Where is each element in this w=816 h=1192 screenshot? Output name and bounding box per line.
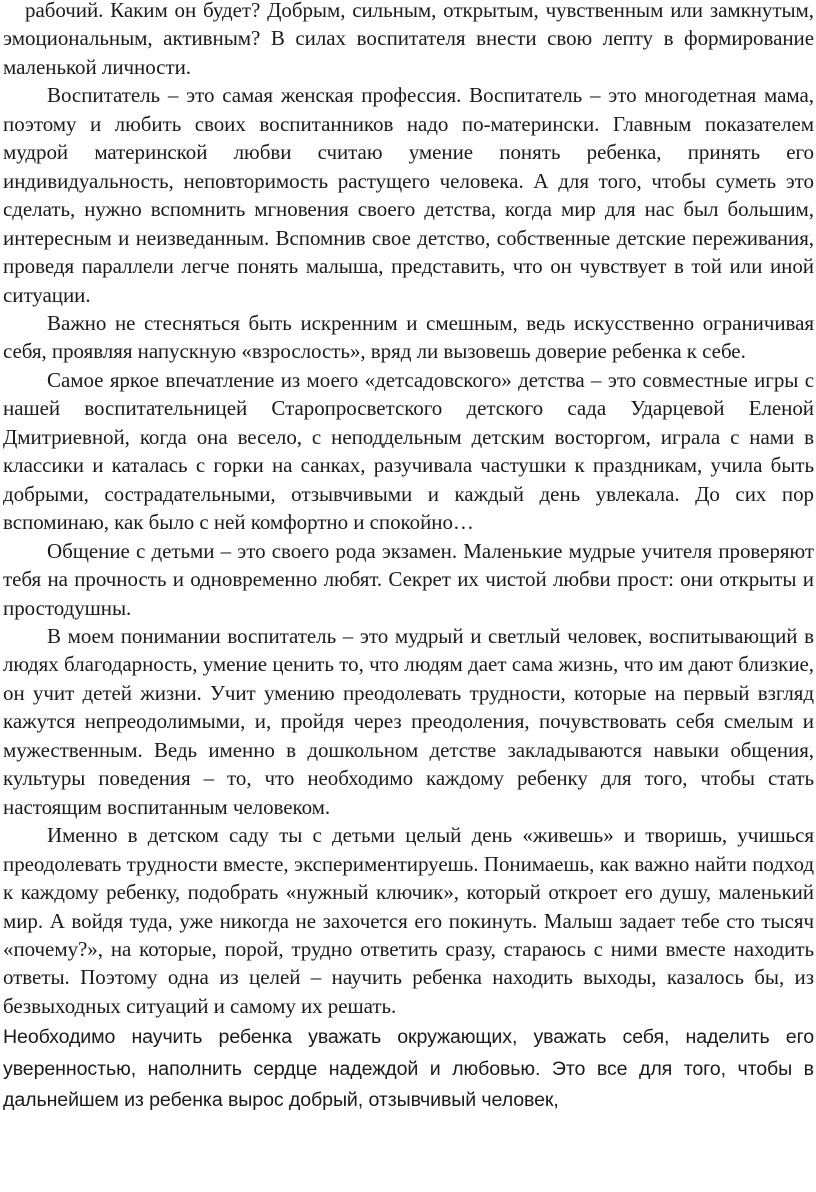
paragraph-5: Общение с детьми – это своего рода экзамен. Маленькие мудрые учителя проверяют тебя на прочность и одновременно любят. Секрет их чистой любви прост: они открыты и простодушны. — [3, 538, 814, 620]
paragraph-4: Самое яркое впечатление из моего «детсадовского» детства – это совместные игры с нашей воспитательницей Старопросветского детского сада Ударцевой Еленой Дмитриевной, когда она весело, с неподдельным детским восторгом, играла с нами в классики и каталась с горки на санках, разучивала частушки к праздникам, учила быть добрыми, сострадательными, отзывчивыми и каждый день увлекала. До сих пор вспоминаю, как было с ней комфортно и спокойно… — [3, 367, 814, 535]
paragraph-2: Воспитатель – это самая женская профессия. Воспитатель – это многодетная мама, поэтому и любить своих воспитанников надо по-матерински. Главным показателем мудрой материнской любви считаю умение понять ребенка, принять его индивидуальность, неповторимость растущего человека. А для того, чтобы суметь это сделать, нужно вспомнить мгновения своего детства, когда мир для нас был большим, интересным и неизведанным. Вспомнив свое детство, собственные детские переживания, проведя параллели легче понять малыша, представить, что он чувствует в той или иной ситуации. — [3, 83, 814, 307]
paragraph-7: Именно в детском саду ты с детьми целый день «живешь» и творишь, учишься преодолевать трудности вместе, экспериментируешь. Понимаешь, как важно найти подход к каждому ребенку, подобрать «нужный ключик», который откроет его душу, маленький мир. А войдя туда, уже никогда не захочется его покинуть. Малыш задает тебе сто тысяч «почему?», на которые, порой, трудно ответить сразу, стараюсь с ними вместе находить ответы. Поэтому одна из целей – научить ребенка находить выходы, казалось бы, из безвыходных ситуаций и самому их решать. — [3, 823, 814, 1018]
paragraph-3: Важно не стесняться быть искренним и смешным, ведь искусственно ограничивая себя, проявляя напускную «взрослость», вряд ли вызовешь доверие ребенка к себе. — [3, 310, 814, 364]
paragraph-1: рабочий. Каким он будет? Добрым, сильным, открытым, чувственным или замкнутым, эмоциональным, активным? В силах воспитателя внести свою лепту в формирование маленькой личности. — [3, 0, 814, 79]
paragraph-8: Необходимо научить ребенка уважать окружающих, уважать себя, наделить его уверенностью, наполнить сердце надеждой и любовью. Это все для того, чтобы в дальнейшем из ребенка вырос добрый, отзывчивый человек, — [3, 1026, 814, 1112]
paragraph-6: В моем понимании воспитатель – это мудрый и светлый человек, воспитывающий в людях благодарность, умение ценить то, что людям дает сама жизнь, что им дают близкие, он учит детей жизни. Учит умению преодолевать трудности, которые на первый взгляд кажутся непреодолимыми, и, пройдя через преодоления, почувствовать себя смелым и мужественным. Ведь именно в дошкольном детстве закладываются навыки общения, культуры поведения – то, что необходимо каждому ребенку для того, чтобы стать настоящим воспитанным человеком. — [3, 623, 814, 819]
